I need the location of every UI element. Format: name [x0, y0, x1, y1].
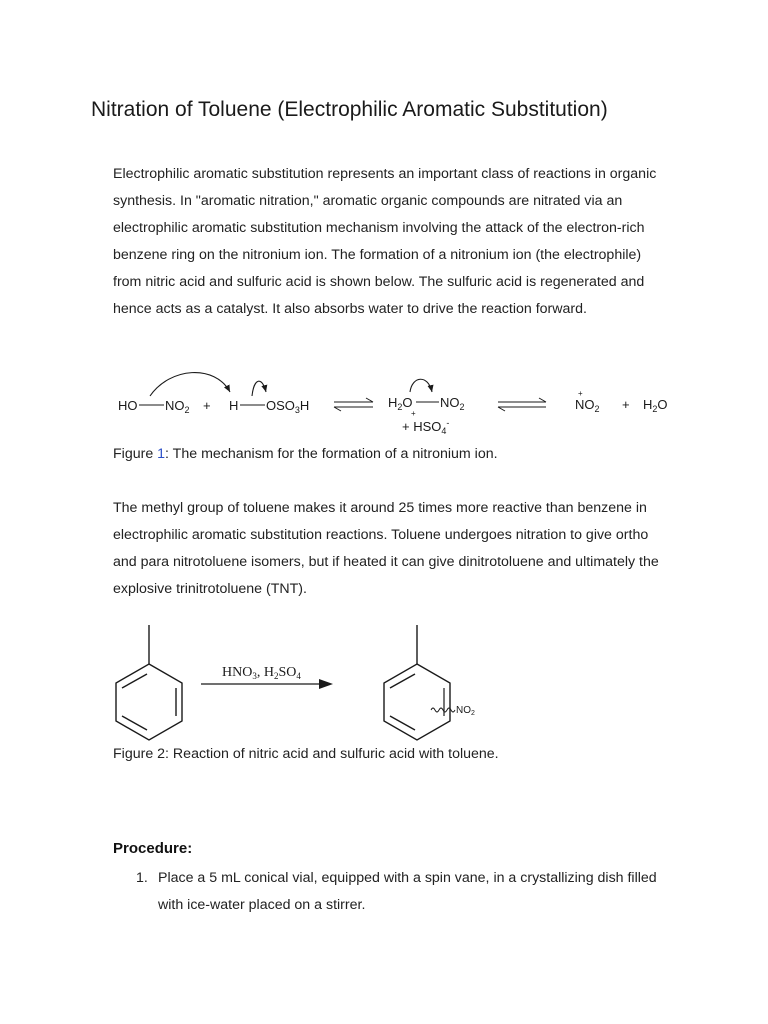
- ho-label: HO: [118, 398, 138, 413]
- svg-text:NO2: [165, 398, 190, 415]
- no2-a-sub: 2: [184, 405, 190, 415]
- wavy-bond: [431, 708, 455, 712]
- toluene-structure: [116, 625, 182, 740]
- figure-2-reaction: [0, 620, 768, 750]
- product-group-label: NO: [456, 705, 471, 716]
- oxonium-charge: +: [411, 409, 416, 418]
- step-number: 1.: [136, 870, 148, 886]
- figure-2-caption: Figure 2: Reaction of nitric acid and sulfuric acid with toluene.: [113, 746, 499, 762]
- h2o-end-label: H: [643, 397, 653, 412]
- equilibrium-arrow-1: [334, 398, 373, 411]
- svg-text:NO2: $NO_2$: [575, 397, 600, 414]
- svg-text:NO2: $NO_2$: [456, 705, 475, 717]
- oso3h-label: OSO: [266, 398, 295, 413]
- reagent-label: HNO: [222, 665, 253, 680]
- list-item: [136, 865, 676, 919]
- curved-arrow-3: [410, 379, 432, 392]
- nitronium-charge: +: [578, 389, 583, 398]
- svg-text:OSO3H: $OSO_3H$: [266, 398, 310, 415]
- no2-c-label: NO: [575, 397, 595, 412]
- svg-text:H2O: $H_2O$: [388, 395, 413, 412]
- figure-1-number: 1: [157, 446, 166, 462]
- procedure-steps: [136, 865, 676, 919]
- h2o-label: H: [388, 395, 398, 410]
- methyl-paragraph: The methyl group of toluene makes it around 25 times more reactive than benzene in electrophilic aromatic substitution reactions. Toluene undergoes nitration to give ortho and para nitrotoluene isomers, but if heated it can give dinitrotoluene and ultimately the explosive trinitrotoluene (TNT).: [113, 500, 659, 597]
- curved-arrow-1: [150, 373, 230, 396]
- no2-a-label: NO: [165, 398, 185, 413]
- svg-text:HNO3, H2SO4: $HNO_3$, $H_2SO_4$: [222, 665, 301, 681]
- plus-1: +: [203, 398, 211, 413]
- procedure-heading: Procedure:: [113, 840, 193, 857]
- curved-arrow-2: [252, 381, 266, 396]
- figure-1-mechanism: [0, 362, 768, 442]
- svg-text:H2O: $H_2O$: [643, 397, 668, 414]
- plus-2: +: [622, 397, 630, 412]
- step-text: Place a 5 mL conical vial, equipped with a spin vane, in a crystallizing dish filled with ice-water placed on a stirrer.: [158, 870, 657, 913]
- svg-text:NO2: $NO_2$: [440, 395, 465, 412]
- equilibrium-arrow-2: [498, 398, 546, 411]
- nitrotoluene-structure: [384, 625, 450, 740]
- no2-b-label: NO: [440, 395, 460, 410]
- h-label: H: [229, 398, 239, 413]
- svg-text:+ HSO4-: + $HSO_4^-$: [402, 418, 450, 436]
- figure-1-caption: Figure 1: The mechanism for the formation of a nitronium ion.: [113, 446, 498, 462]
- plus-hso4-label: + HSO: [402, 419, 442, 434]
- document-title: Nitration of Toluene (Electrophilic Aromatic Substitution): [91, 98, 608, 121]
- intro-paragraph: Electrophilic aromatic substitution represents an important class of reactions in organic synthesis. In "aromatic nitration," aromatic organic compounds are nitrated via an electrophilic aromatic substitution mechanism involving the attack of the electron-rich benzene ring on the nitronium ion. The formation of a nitronium ion (the electrophile) from nitric acid and sulfuric acid is shown below. The sulfuric acid is regenerated and hence acts as a catalyst. It also absorbs water to drive the reaction forward.: [113, 166, 657, 317]
